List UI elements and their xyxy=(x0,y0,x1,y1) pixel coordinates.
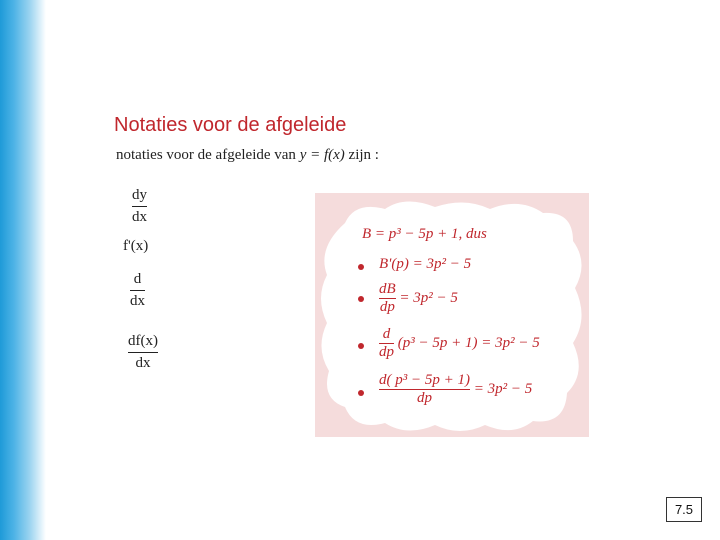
bullet-dot xyxy=(358,343,364,349)
intro-math: y = f(x) xyxy=(299,147,345,163)
fraction-bar xyxy=(132,206,147,207)
intro-suffix: zijn : xyxy=(348,147,379,163)
bullet-dot xyxy=(358,296,364,302)
notation-dy-denominator: dx xyxy=(132,209,147,225)
notation-dfx-dx xyxy=(128,332,158,373)
example-line-4: $\frac{d}{dp}$ (p³ − 5p + 1) = 3p² − 5 xyxy=(379,326,540,360)
notation-d-numerator: d xyxy=(133,271,142,287)
example-line-5: $\frac{\text{d( p³ − 5p + 1)}}{dp}$ = 3p² − 5 xyxy=(379,372,533,406)
notation-d-dx xyxy=(130,270,145,311)
left-decorative-band xyxy=(0,0,46,540)
bullet-dot xyxy=(358,264,364,270)
notation-dy-dx xyxy=(132,186,147,227)
example-cloud xyxy=(315,193,589,437)
fraction-d-dp: $\frac{d}{dp}$ xyxy=(379,326,394,360)
fraction-dB-dp: $\frac{dB}{dp}$ xyxy=(379,281,396,315)
example-line-3: $\frac{dB}{dp}$ = 3p² − 5 xyxy=(379,281,458,315)
page-number-badge: 7.5 xyxy=(666,497,702,522)
bullet-dot xyxy=(358,390,364,396)
notation-dfx-denominator: dx xyxy=(135,355,151,371)
slide-title: Notaties voor de afgeleide xyxy=(114,114,347,136)
notation-f-prime: f'(x) xyxy=(123,238,149,254)
example-line-1: B = p³ − 5p + 1, dus xyxy=(362,226,487,242)
fraction-poly-dp: $\frac{\text{d( p³ − 5p + 1)}}{dp}$ xyxy=(379,372,470,406)
notation-dfx-numerator: df(x) xyxy=(128,333,158,349)
fraction-bar xyxy=(130,290,145,291)
notation-d-denominator: dx xyxy=(130,293,145,309)
notation-dy-numerator: dy xyxy=(132,187,147,203)
example-line-2: B'(p) = 3p² − 5 xyxy=(379,256,472,272)
intro-line xyxy=(116,147,379,164)
fraction-bar xyxy=(128,352,158,353)
intro-text: notaties voor de afgeleide van xyxy=(116,147,296,163)
